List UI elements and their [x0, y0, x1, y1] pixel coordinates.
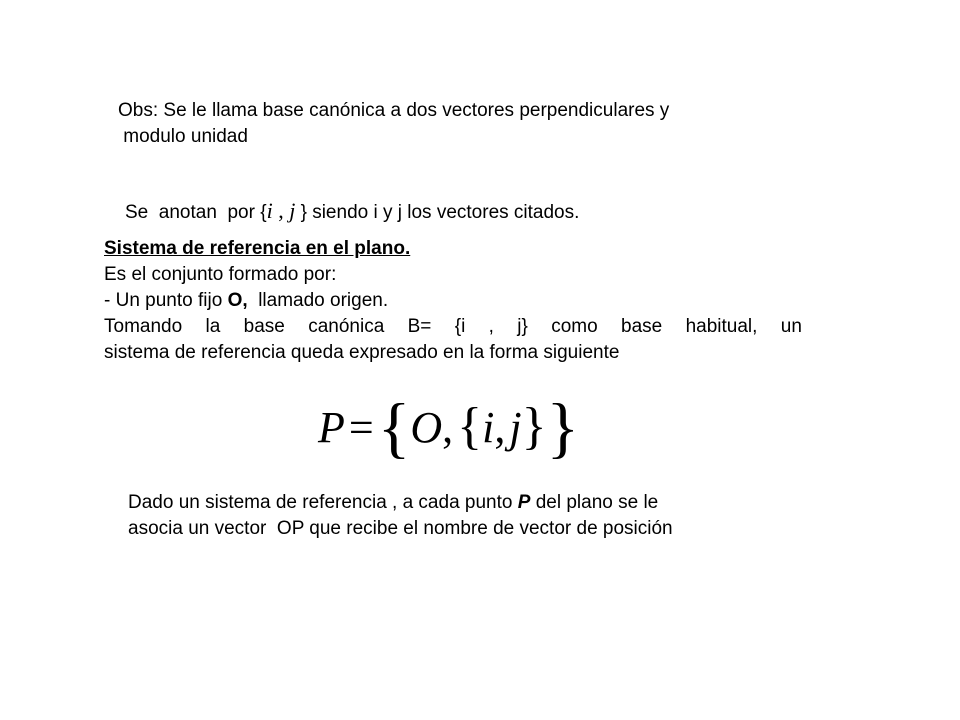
word: un [780, 316, 802, 337]
formula-j: j [509, 402, 522, 452]
word: , [488, 316, 494, 337]
obs-line-1: Obs: Se le llama base canónica a dos vectores perpendiculares y [118, 100, 670, 121]
formula-comma-2: , [494, 402, 506, 452]
sistema-line-5: sistema de referencia queda expresado en la forma siguiente [104, 342, 620, 363]
vector-j: j [289, 198, 296, 223]
posicion-line-2: asocia un vector OP que recibe el nombre de vector de posición [128, 518, 673, 539]
vector-i: i [266, 198, 273, 223]
word: base [243, 316, 285, 337]
formula-equals: = [348, 402, 374, 452]
word: habitual, [685, 316, 758, 337]
posicion-line1-post: del plano se le [530, 492, 659, 513]
sistema-line-2: Es el conjunto formado por: [104, 264, 337, 285]
line3-post: llamado origen. [247, 290, 389, 311]
formula-p: P [318, 402, 345, 452]
formula-inner-left-brace: { [457, 398, 483, 455]
formula-outer-right-brace: } [546, 389, 580, 465]
word: {i [454, 316, 466, 337]
sistema-paragraph [104, 236, 804, 366]
formula-o: O [410, 402, 443, 452]
sistema-line-4 [104, 314, 802, 340]
posicion-line-1 [128, 490, 673, 516]
anotan-suffix: } siendo i y j los vectores citados. [295, 202, 580, 223]
word: Tomando [104, 316, 183, 337]
formula-outer-left-brace: { [377, 389, 411, 465]
formula-i: i [482, 402, 495, 452]
origin-label: O, [227, 290, 248, 311]
vector-separator: , [272, 198, 290, 223]
formula-inner-right-brace: } [521, 398, 547, 455]
reference-system-formula [318, 389, 580, 465]
line3-pre: - Un punto fijo [104, 290, 228, 311]
sistema-line-3 [104, 288, 804, 314]
word: canónica [308, 316, 385, 337]
obs-paragraph [118, 98, 669, 150]
obs-line-2: modulo unidad [118, 126, 248, 147]
anotan-prefix: Se anotan por { [125, 202, 267, 223]
word: la [205, 316, 221, 337]
section-title: Sistema de referencia en el plano. [104, 238, 411, 259]
formula-comma-1: , [442, 402, 454, 452]
posicion-paragraph [128, 490, 673, 542]
posicion-line1-pre: Dado un sistema de referencia , a cada punto [128, 492, 518, 513]
word: j} [517, 316, 528, 337]
word: B= [407, 316, 432, 337]
anotan-paragraph [125, 198, 579, 226]
word: como [551, 316, 598, 337]
point-p: P [517, 492, 531, 513]
word: base [621, 316, 663, 337]
